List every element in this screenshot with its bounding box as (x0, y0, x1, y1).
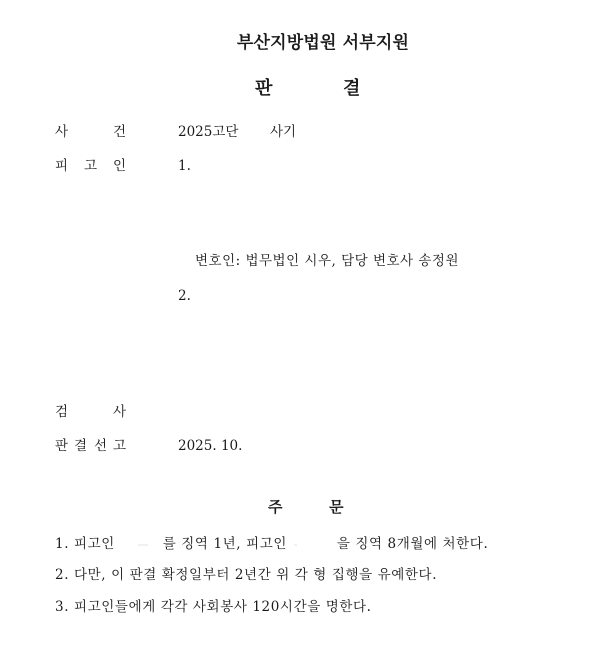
prosecutor-label-char-2: 사 (113, 404, 127, 420)
judgment-date-label-char-1: 판 (55, 438, 69, 454)
court-name: 부산지방법원 서부지원 (236, 33, 410, 53)
order-heading-char-1: 주 (268, 498, 283, 516)
order-line-1-part-c: 을 징역 8개월에 처한다. (336, 536, 489, 552)
case-label-char-1: 사 (55, 124, 69, 140)
defendant-1-number: 1. (178, 158, 191, 174)
order-line-3-text: 피고인들에게 각각 사회봉사 120시간을 명한다. (74, 599, 372, 615)
case-name: 사기 (270, 124, 297, 140)
judgment-date-label-char-4: 고 (113, 438, 127, 454)
document-type-char-1: 판 (255, 78, 273, 99)
defendant-2-number: 2. (178, 288, 191, 304)
redacted-defendant-name-1 (120, 538, 158, 552)
order-line-1-part-b: 를 징역 1년, 피고인 (162, 536, 287, 552)
order-line-2-number: 2. (55, 567, 70, 583)
defendant-label-char-1: 피 (55, 158, 69, 174)
order-line-3-number: 3. (55, 599, 70, 615)
defendant-1-redacted-details (190, 176, 490, 248)
order-line-2 (55, 569, 437, 583)
order-line-2-text: 다만, 이 판결 확정일부터 2년간 위 각 형 집행을 유예한다. (74, 567, 438, 583)
order-line-1-number: 1. (55, 536, 70, 552)
case-label-char-2: 건 (113, 124, 127, 140)
prosecutor-label-char-1: 검 (55, 404, 69, 420)
order-line-3 (55, 601, 372, 615)
judgment-date-label-char-2: 결 (74, 438, 88, 454)
order-line-1 (55, 538, 488, 552)
order-heading-char-2: 문 (329, 498, 344, 516)
document-type-char-2: 결 (343, 78, 361, 99)
defendant-label-char-3: 인 (113, 158, 127, 174)
defendant-2-redacted-details (190, 305, 490, 400)
judgment-date-label-char-3: 선 (94, 438, 108, 454)
defendant-1-counsel: 변호인: 법무법인 시우, 담당 변호사 송정원 (195, 253, 459, 269)
redacted-defendant-name-2 (292, 538, 332, 552)
defendant-label-char-2: 고 (84, 158, 98, 174)
case-number: 2025고단 (178, 124, 239, 140)
order-line-1-part-a: 피고인 (74, 536, 115, 552)
judgment-date-value: 2025. 10. (178, 438, 243, 454)
